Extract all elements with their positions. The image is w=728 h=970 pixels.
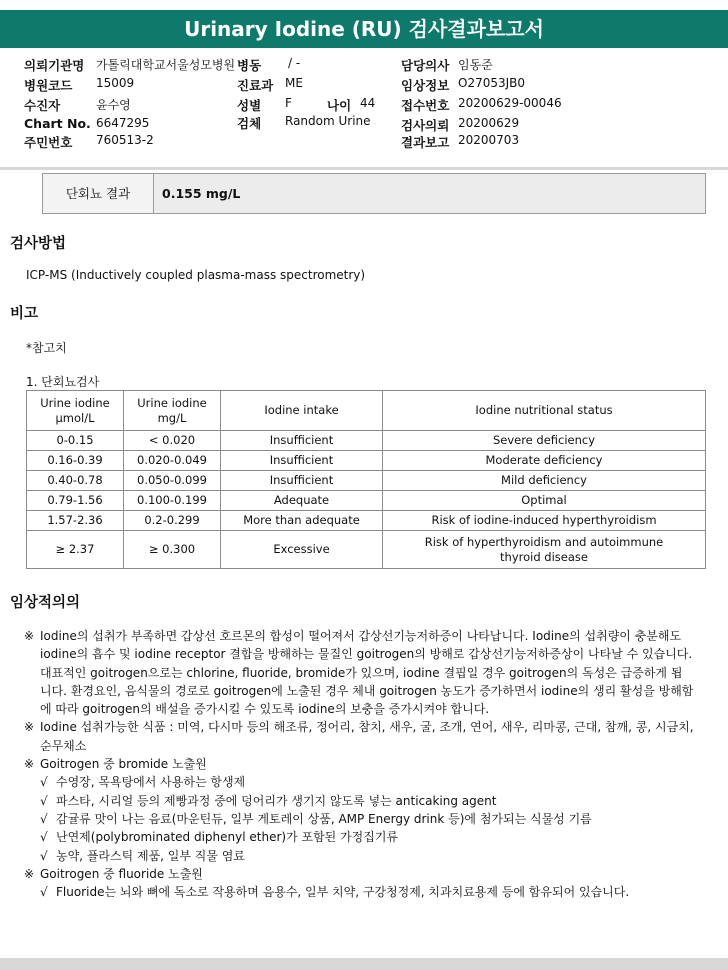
info-value: O27053JB0 (458, 76, 526, 90)
cell-status: Risk of hyperthyroidism and autoimmune thyroid disease (383, 531, 706, 569)
info-value: 15009 (96, 76, 135, 90)
info-value: F (285, 96, 292, 110)
cell-status: Severe deficiency (383, 431, 706, 451)
info-label: 병원코드 (24, 78, 73, 93)
info-label: Chart No. (24, 116, 91, 131)
cell-intake: Adequate (221, 491, 383, 511)
table-row (27, 471, 706, 491)
clinical-paragraph: ※ Iodine의 섭취가 부족하면 갑상선 호르몬의 합성이 떨어져서 갑상선기능저하증이 나타납니다. Iodine의 섭취량이 충분해도 iodine의 흡수 및 iodine receptor 결합을 방해하는 물질인 goitrogen의 방해로 갑상선기능저하증상이 나타날 수 있습니다. 대표적인 goitrogen으로는 chlorine, fluoride, bromide가 있으며, iodine 결핍일 경우 goitrogen의 독성은 급증하게 됩니다. 환경요인, 음식물의 경로로 goitrogen에 노출된 경우 체내 goitrogen 농도가 증가하면서 iodine의 생리 활성을 방해함에 따라 goitrogen의 배설을 증가시킬 수 있도록 iodine의 보충을 증가시켜야 합니다. (24, 629, 694, 717)
header-umol: Urine iodine μmol/L (27, 391, 124, 431)
cell-status: Mild deficiency (383, 471, 706, 491)
footer-bar (0, 958, 728, 970)
cell-mg: ≥ 0.300 (124, 531, 221, 569)
info-value: 임동준 (458, 58, 493, 72)
cell-intake: Insufficient (221, 431, 383, 451)
cell-mg: 0.020-0.049 (124, 451, 221, 471)
cell-mg: 0.050-0.099 (124, 471, 221, 491)
table-title: 1. 단회뇨검사 (26, 375, 100, 389)
check-icon: √ (40, 775, 48, 790)
reference-mark: ※ (24, 629, 35, 643)
divider (0, 167, 728, 170)
clinical-text (24, 627, 694, 901)
list-item: √ 농약, 플라스틱 제품, 일부 직물 염료 (40, 847, 694, 865)
clinical-paragraph: ※ Goitrogen 중 fluoride 노출원 (24, 865, 694, 883)
info-value: Random Urine (285, 114, 371, 128)
cell-status: Moderate deficiency (383, 451, 706, 471)
info-value: 6647295 (96, 116, 150, 130)
info-label: 결과보고 (401, 135, 450, 150)
info-label: 성별 (237, 98, 262, 113)
result-box (42, 173, 706, 214)
info-value: 윤수영 (96, 98, 131, 112)
table-row (27, 511, 706, 531)
cell-umol: 0.79-1.56 (27, 491, 124, 511)
info-label: 접수번호 (401, 98, 450, 113)
info-label: 검체 (237, 116, 262, 131)
cell-intake: Excessive (221, 531, 383, 569)
header-mg: Urine iodine mg/L (124, 391, 221, 431)
info-value: 가톨릭대학교서울성모병원 (96, 58, 236, 72)
check-icon: √ (40, 885, 48, 900)
header-intake: Iodine intake (221, 391, 383, 431)
cell-intake: Insufficient (221, 451, 383, 471)
info-value: 760513-2 (96, 133, 154, 147)
cell-umol: 0.40-0.78 (27, 471, 124, 491)
method-text: ICP-MS (Inductively coupled plasma-mass spectrometry) (26, 268, 366, 282)
reference-mark: ※ (24, 866, 35, 881)
table-row (27, 451, 706, 471)
reference-mark: ※ (24, 757, 35, 772)
check-icon: √ (40, 848, 48, 863)
patient-info (0, 52, 728, 167)
cell-umol: ≥ 2.37 (27, 531, 124, 569)
table-header-row (27, 391, 706, 431)
list-item: √ 파스타, 시리얼 등의 제빵과정 중에 덩어리가 생기지 않도록 넣는 anticaking agent (40, 792, 694, 810)
result-label: 단회뇨 결과 (43, 174, 154, 213)
table-row (27, 531, 706, 569)
reference-table (26, 390, 706, 569)
cell-mg: < 0.020 (124, 431, 221, 451)
info-label: 진료과 (237, 78, 274, 93)
check-icon: √ (40, 811, 48, 826)
reference-note: *참고치 (26, 341, 67, 355)
info-label: 주민번호 (24, 135, 73, 150)
clinical-paragraph: ※ Goitrogen 중 bromide 노출원 (24, 755, 694, 773)
cell-umol: 0.16-0.39 (27, 451, 124, 471)
info-label: 검사의뢰 (401, 118, 450, 133)
check-icon: √ (40, 830, 48, 845)
list-item: √ 감귤류 맛이 나는 음료(마운틴듀, 일부 게토레이 상품, AMP Energy drink 등)에 첨가되는 식물성 기름 (40, 810, 694, 828)
info-value: 20200629-00046 (458, 96, 562, 110)
header-status: Iodine nutritional status (383, 391, 706, 431)
list-item: √ 수영장, 목욕탕에서 사용하는 항생제 (40, 773, 694, 791)
info-label: 나이 (327, 98, 352, 113)
info-value: / - (288, 56, 301, 70)
result-value: 0.155 mg/L (154, 174, 705, 213)
clinical-paragraph: ※ Iodine 섭취가능한 식품 : 미역, 다시마 등의 해조류, 정어리, 참치, 새우, 굴, 조개, 연어, 새우, 리마콩, 근대, 참깨, 콩, 시금치, 순무채소 (24, 720, 694, 753)
info-label: 담당의사 (401, 58, 450, 73)
check-icon: √ (40, 793, 48, 808)
info-value: 20200629 (458, 116, 520, 130)
clinical-heading: 임상적의의 (10, 595, 81, 611)
cell-intake: More than adequate (221, 511, 383, 531)
method-heading: 검사방법 (10, 236, 67, 252)
list-item: √ 난연제(polybrominated diphenyl ether)가 포함된 가정집기류 (40, 828, 694, 846)
cell-umol: 0-0.15 (27, 431, 124, 451)
info-value: 44 (360, 96, 376, 110)
info-value: 20200703 (458, 133, 520, 147)
cell-status: Optimal (383, 491, 706, 511)
reference-mark: ※ (24, 720, 35, 735)
fluoride-list (24, 883, 694, 901)
bromide-list (24, 773, 694, 864)
table-row (27, 491, 706, 511)
list-item: √ Fluoride는 뇌와 뼈에 독소로 작용하며 음용수, 일부 치약, 구강청정제, 치과치료용제 등에 함유되어 있습니다. (40, 883, 694, 901)
info-value: ME (285, 76, 303, 90)
cell-mg: 0.2-0.299 (124, 511, 221, 531)
cell-umol: 1.57-2.36 (27, 511, 124, 531)
table-row (27, 431, 706, 451)
report-title: Urinary Iodine (RU) 검사결과보고서 (0, 10, 728, 48)
cell-status: Risk of iodine-induced hyperthyroidism (383, 511, 706, 531)
info-label: 임상정보 (401, 78, 450, 93)
cell-mg: 0.100-0.199 (124, 491, 221, 511)
info-label: 병동 (237, 58, 262, 73)
info-label: 의뢰기관명 (24, 58, 85, 73)
info-label: 수진자 (24, 98, 61, 113)
cell-intake: Insufficient (221, 471, 383, 491)
remarks-heading: 비고 (10, 306, 39, 322)
